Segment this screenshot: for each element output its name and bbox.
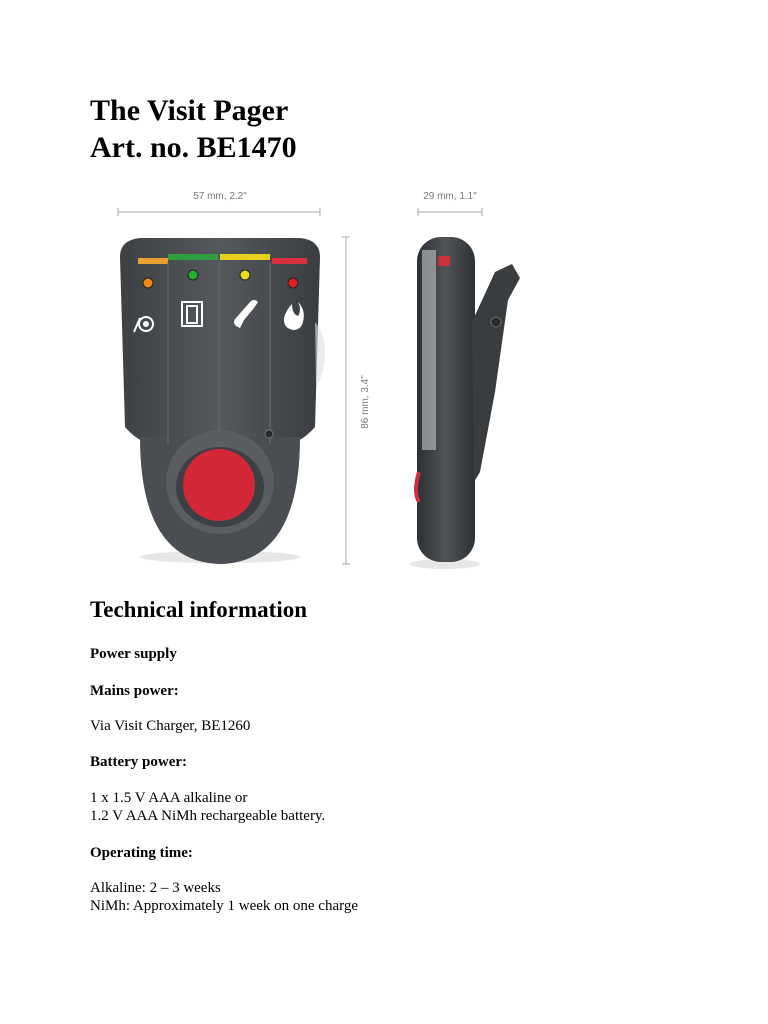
alarm-button[interactable]	[183, 449, 255, 521]
mains-power-label: Mains power:	[90, 683, 179, 699]
battery-power-line-2: 1.2 V AAA NiMh rechargeable battery.	[90, 808, 326, 824]
title-line-1: The Visit Pager	[90, 94, 289, 127]
section-heading-technical: Technical information	[90, 597, 308, 622]
width-dimension	[118, 191, 320, 216]
pager-illustration	[100, 182, 540, 582]
product-figure	[100, 182, 540, 582]
pager-front-view	[120, 238, 325, 564]
height-dimension	[342, 237, 371, 564]
led-indicator	[288, 278, 298, 288]
led-indicator	[143, 278, 153, 288]
operating-time-line-1: Alkaline: 2 – 3 weeks	[90, 880, 221, 896]
status-strip	[220, 254, 270, 260]
depth-dimension	[418, 191, 482, 216]
operating-time-line-2: NiMh: Approximately 1 week on one charge	[90, 898, 358, 914]
led-indicator	[240, 270, 250, 280]
operating-time-label: Operating time:	[90, 845, 193, 861]
status-strip	[168, 254, 218, 260]
width-label: 57 mm, 2.2"	[193, 191, 247, 202]
battery-power-label: Battery power:	[90, 754, 188, 770]
height-label: 86 mm, 3.4"	[360, 375, 371, 429]
led-indicator	[188, 270, 198, 280]
pager-side-view	[410, 237, 520, 569]
status-strip	[138, 258, 168, 264]
power-supply-heading: Power supply	[90, 646, 177, 662]
status-strip	[272, 258, 307, 264]
depth-label: 29 mm, 1.1"	[423, 191, 477, 202]
title-line-2: Art. no. BE1470	[90, 131, 297, 164]
page-title	[90, 92, 297, 166]
mains-power-value: Via Visit Charger, BE1260	[90, 718, 251, 734]
battery-power-line-1: 1 x 1.5 V AAA alkaline or	[90, 790, 248, 806]
